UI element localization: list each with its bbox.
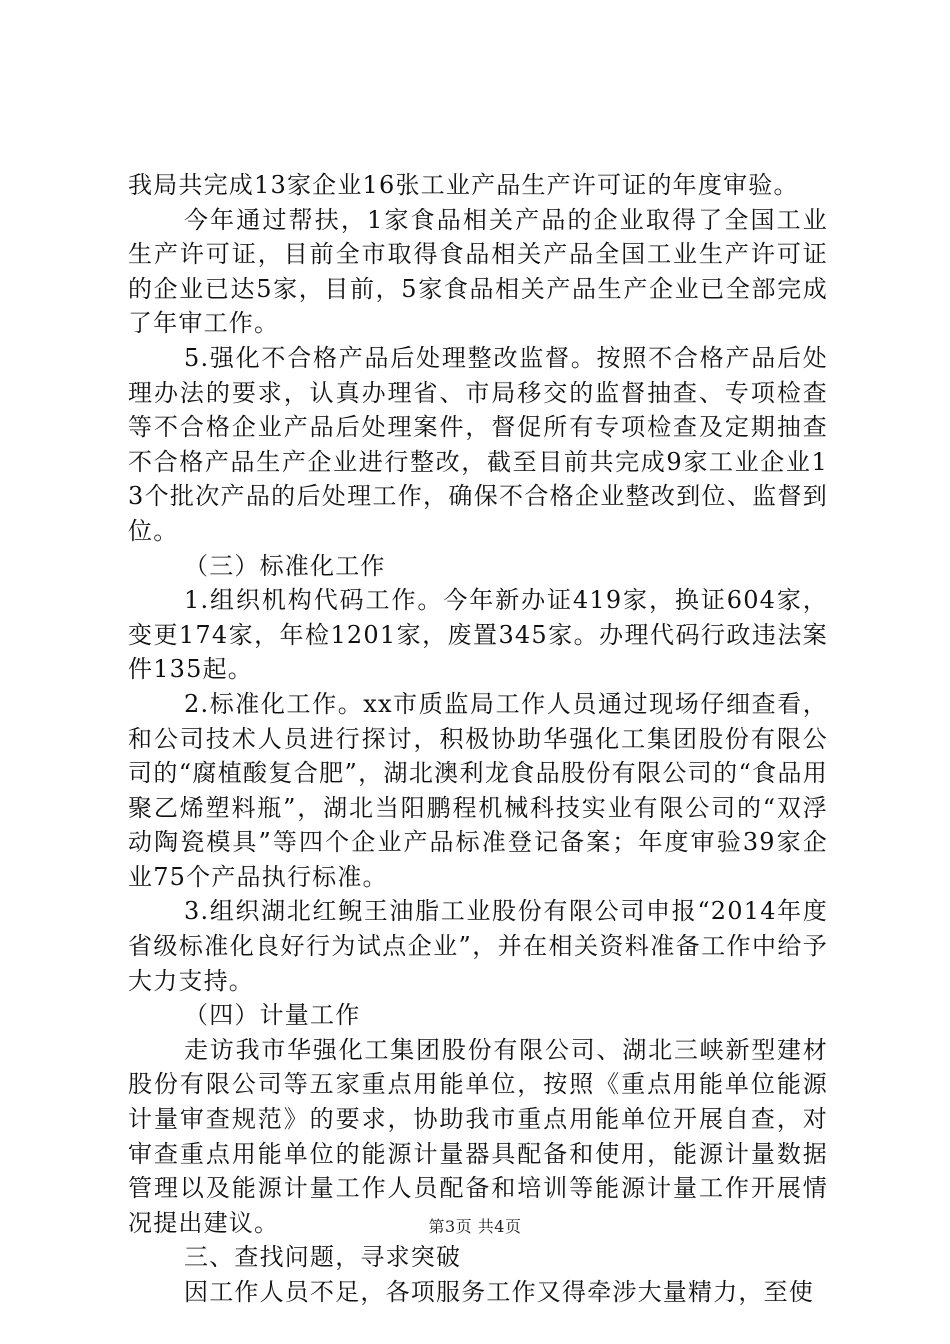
paragraph-standardization-work: 2.标准化工作。xx市质监局工作人员通过现场仔细查看，和公司技术人员进行探讨，积极协助华强化工集团股份有限公司的“腐植酸复合肥”，湖北澳利龙食品股份有限公司的“食品用聚乙烯塑料瓶”，湖北当阳鹏程机械科技实业有限公司的“双浮动陶瓷模具”等四个企业产品标准登记备案；年度审验39家企业75个产品执行标准。 <box>128 689 828 891</box>
paragraph-organization-code: 1.组织机构代码工作。今年新办证419家，换证604家，变更174家，年检1201家，废置345家。办理代码行政违法案件135起。 <box>128 586 828 684</box>
section-heading-standardization: （三）标准化工作 <box>184 551 386 580</box>
paragraph-food-enterprises: 今年通过帮扶，1家食品相关产品的企业取得了全国工业生产许可证，目前全市取得食品相关产品全国工业生产许可证的企业已达5家，目前，5家食品相关产品生产企业已全部完成了年审工作。 <box>128 205 828 338</box>
section-heading-problems: 三、查找问题，寻求突破 <box>184 1243 462 1272</box>
page-footer: 第3页 共4页 <box>428 1217 522 1236</box>
paragraph-license-review: 我局共完成13家企业16张工业产品生产许可证的年度审验。 <box>128 171 799 199</box>
paragraph-staff-shortage: 因工作人员不足，各项服务工作又得牵涉大量精力，至使 <box>184 1278 814 1306</box>
paragraph-unqualified-products: 5.强化不合格产品后处理整改监督。按照不合格产品后处理办法的要求，认真办理省、市局移交的监督抽查、专项检查等不合格企业产品后处理案件，督促所有专项检查及定期抽查不合格产品生产企业进行整改，截至目前共完成9家工业企业13个批次产品的后处理工作，确保不合格企业整改到位、监督到位。 <box>128 343 828 545</box>
paragraph-pilot-enterprise: 3.组织湖北红鲵王油脂工业股份有限公司申报“2014年度省级标准化良好行为试点企业”，并在相关资料准备工作中给予大力支持。 <box>128 897 828 995</box>
paragraph-energy-metrology: 走访我市华强化工集团股份有限公司、湖北三峡新型建材股份有限公司等五家重点用能单位，按照《重点用能单位能源计量审查规范》的要求，协助我市重点用能单位开展自查，对审查重点用能单位的能源计量器具配备和使用，能源计量数据管理以及能源计量工作人员配备和培训等能源计量工作开展情况提出建议。 <box>128 1035 828 1237</box>
section-heading-metrology: （四）计量工作 <box>184 1001 361 1030</box>
document-body <box>128 168 828 1310</box>
